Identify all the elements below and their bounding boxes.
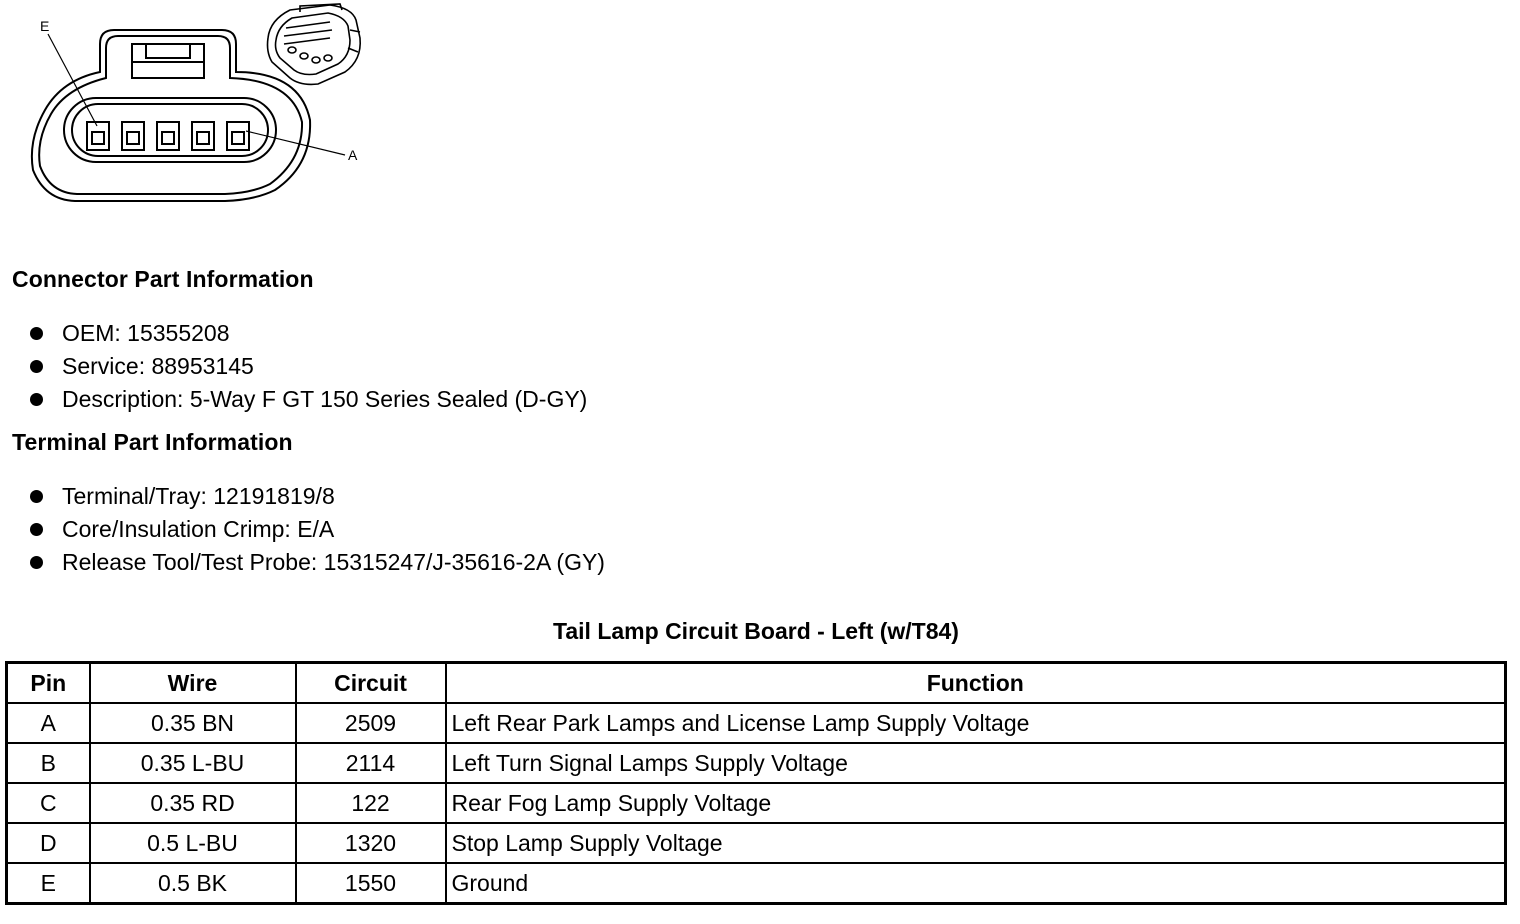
header-wire: Wire	[90, 663, 296, 704]
bullet-icon	[30, 393, 43, 406]
table-row	[7, 823, 1506, 863]
table-row	[7, 743, 1506, 783]
cell-wire: 0.5 BK	[90, 863, 296, 904]
terminal-part-info-list	[0, 480, 605, 579]
pin-b	[192, 122, 214, 150]
bullet-icon	[30, 327, 43, 340]
table-row	[7, 863, 1506, 904]
cell-wire: 0.35 RD	[90, 783, 296, 823]
pin-a	[227, 122, 249, 150]
list-item	[0, 350, 587, 383]
table-header-row	[7, 663, 1506, 704]
bullet-icon	[30, 556, 43, 569]
leader-line-e	[48, 34, 97, 126]
cell-function: Stop Lamp Supply Voltage	[446, 823, 1506, 863]
connector-diagram	[0, 0, 400, 215]
list-item	[0, 480, 605, 513]
header-function: Function	[446, 663, 1506, 704]
cell-wire: 0.5 L-BU	[90, 823, 296, 863]
table-title: Tail Lamp Circuit Board - Left (w/T84)	[553, 618, 959, 644]
list-item	[0, 383, 587, 416]
cell-circuit: 2114	[296, 743, 446, 783]
list-item-text: Description: 5-Way F GT 150 Series Sealed (D-GY)	[62, 386, 588, 412]
list-item	[0, 513, 605, 546]
cell-function: Ground	[446, 863, 1506, 904]
cell-pin: C	[7, 783, 90, 823]
cell-circuit: 1550	[296, 863, 446, 904]
bullet-icon	[30, 523, 43, 536]
cell-circuit: 122	[296, 783, 446, 823]
cell-wire: 0.35 L-BU	[90, 743, 296, 783]
cell-pin: A	[7, 703, 90, 743]
bullet-icon	[30, 360, 43, 373]
bullet-icon	[30, 490, 43, 503]
terminal-pins	[87, 122, 249, 150]
cell-wire: 0.35 BN	[90, 703, 296, 743]
pin-cavity-area	[64, 98, 276, 162]
cell-circuit: 1320	[296, 823, 446, 863]
pinout-table	[5, 661, 1507, 905]
list-item	[0, 317, 587, 350]
pin-c	[157, 122, 179, 150]
list-item	[0, 546, 605, 579]
connector-part-info-list	[0, 317, 587, 416]
leader-line-a	[246, 131, 345, 155]
connector-part-info-title: Connector Part Information	[12, 266, 314, 292]
pin-d	[122, 122, 144, 150]
terminal-part-info-title: Terminal Part Information	[12, 429, 293, 455]
cell-pin: E	[7, 863, 90, 904]
cell-pin: B	[7, 743, 90, 783]
list-item-text: Core/Insulation Crimp: E/A	[62, 516, 335, 542]
list-item-text: Service: 88953145	[62, 353, 254, 379]
header-circuit: Circuit	[296, 663, 446, 704]
list-item-text: OEM: 15355208	[62, 320, 230, 346]
connector-3d-sketch	[268, 4, 361, 84]
table-row	[7, 783, 1506, 823]
pin-e	[87, 122, 109, 150]
cell-function: Left Rear Park Lamps and License Lamp Supply Voltage	[446, 703, 1506, 743]
cell-circuit: 2509	[296, 703, 446, 743]
cell-function: Rear Fog Lamp Supply Voltage	[446, 783, 1506, 823]
label-a: A	[348, 147, 358, 163]
header-pin: Pin	[7, 663, 90, 704]
cell-pin: D	[7, 823, 90, 863]
list-item-text: Terminal/Tray: 12191819/8	[62, 483, 335, 509]
label-e: E	[40, 18, 50, 34]
table-row	[7, 703, 1506, 743]
cell-function: Left Turn Signal Lamps Supply Voltage	[446, 743, 1506, 783]
list-item-text: Release Tool/Test Probe: 15315247/J-35616-2A (GY)	[62, 549, 605, 575]
